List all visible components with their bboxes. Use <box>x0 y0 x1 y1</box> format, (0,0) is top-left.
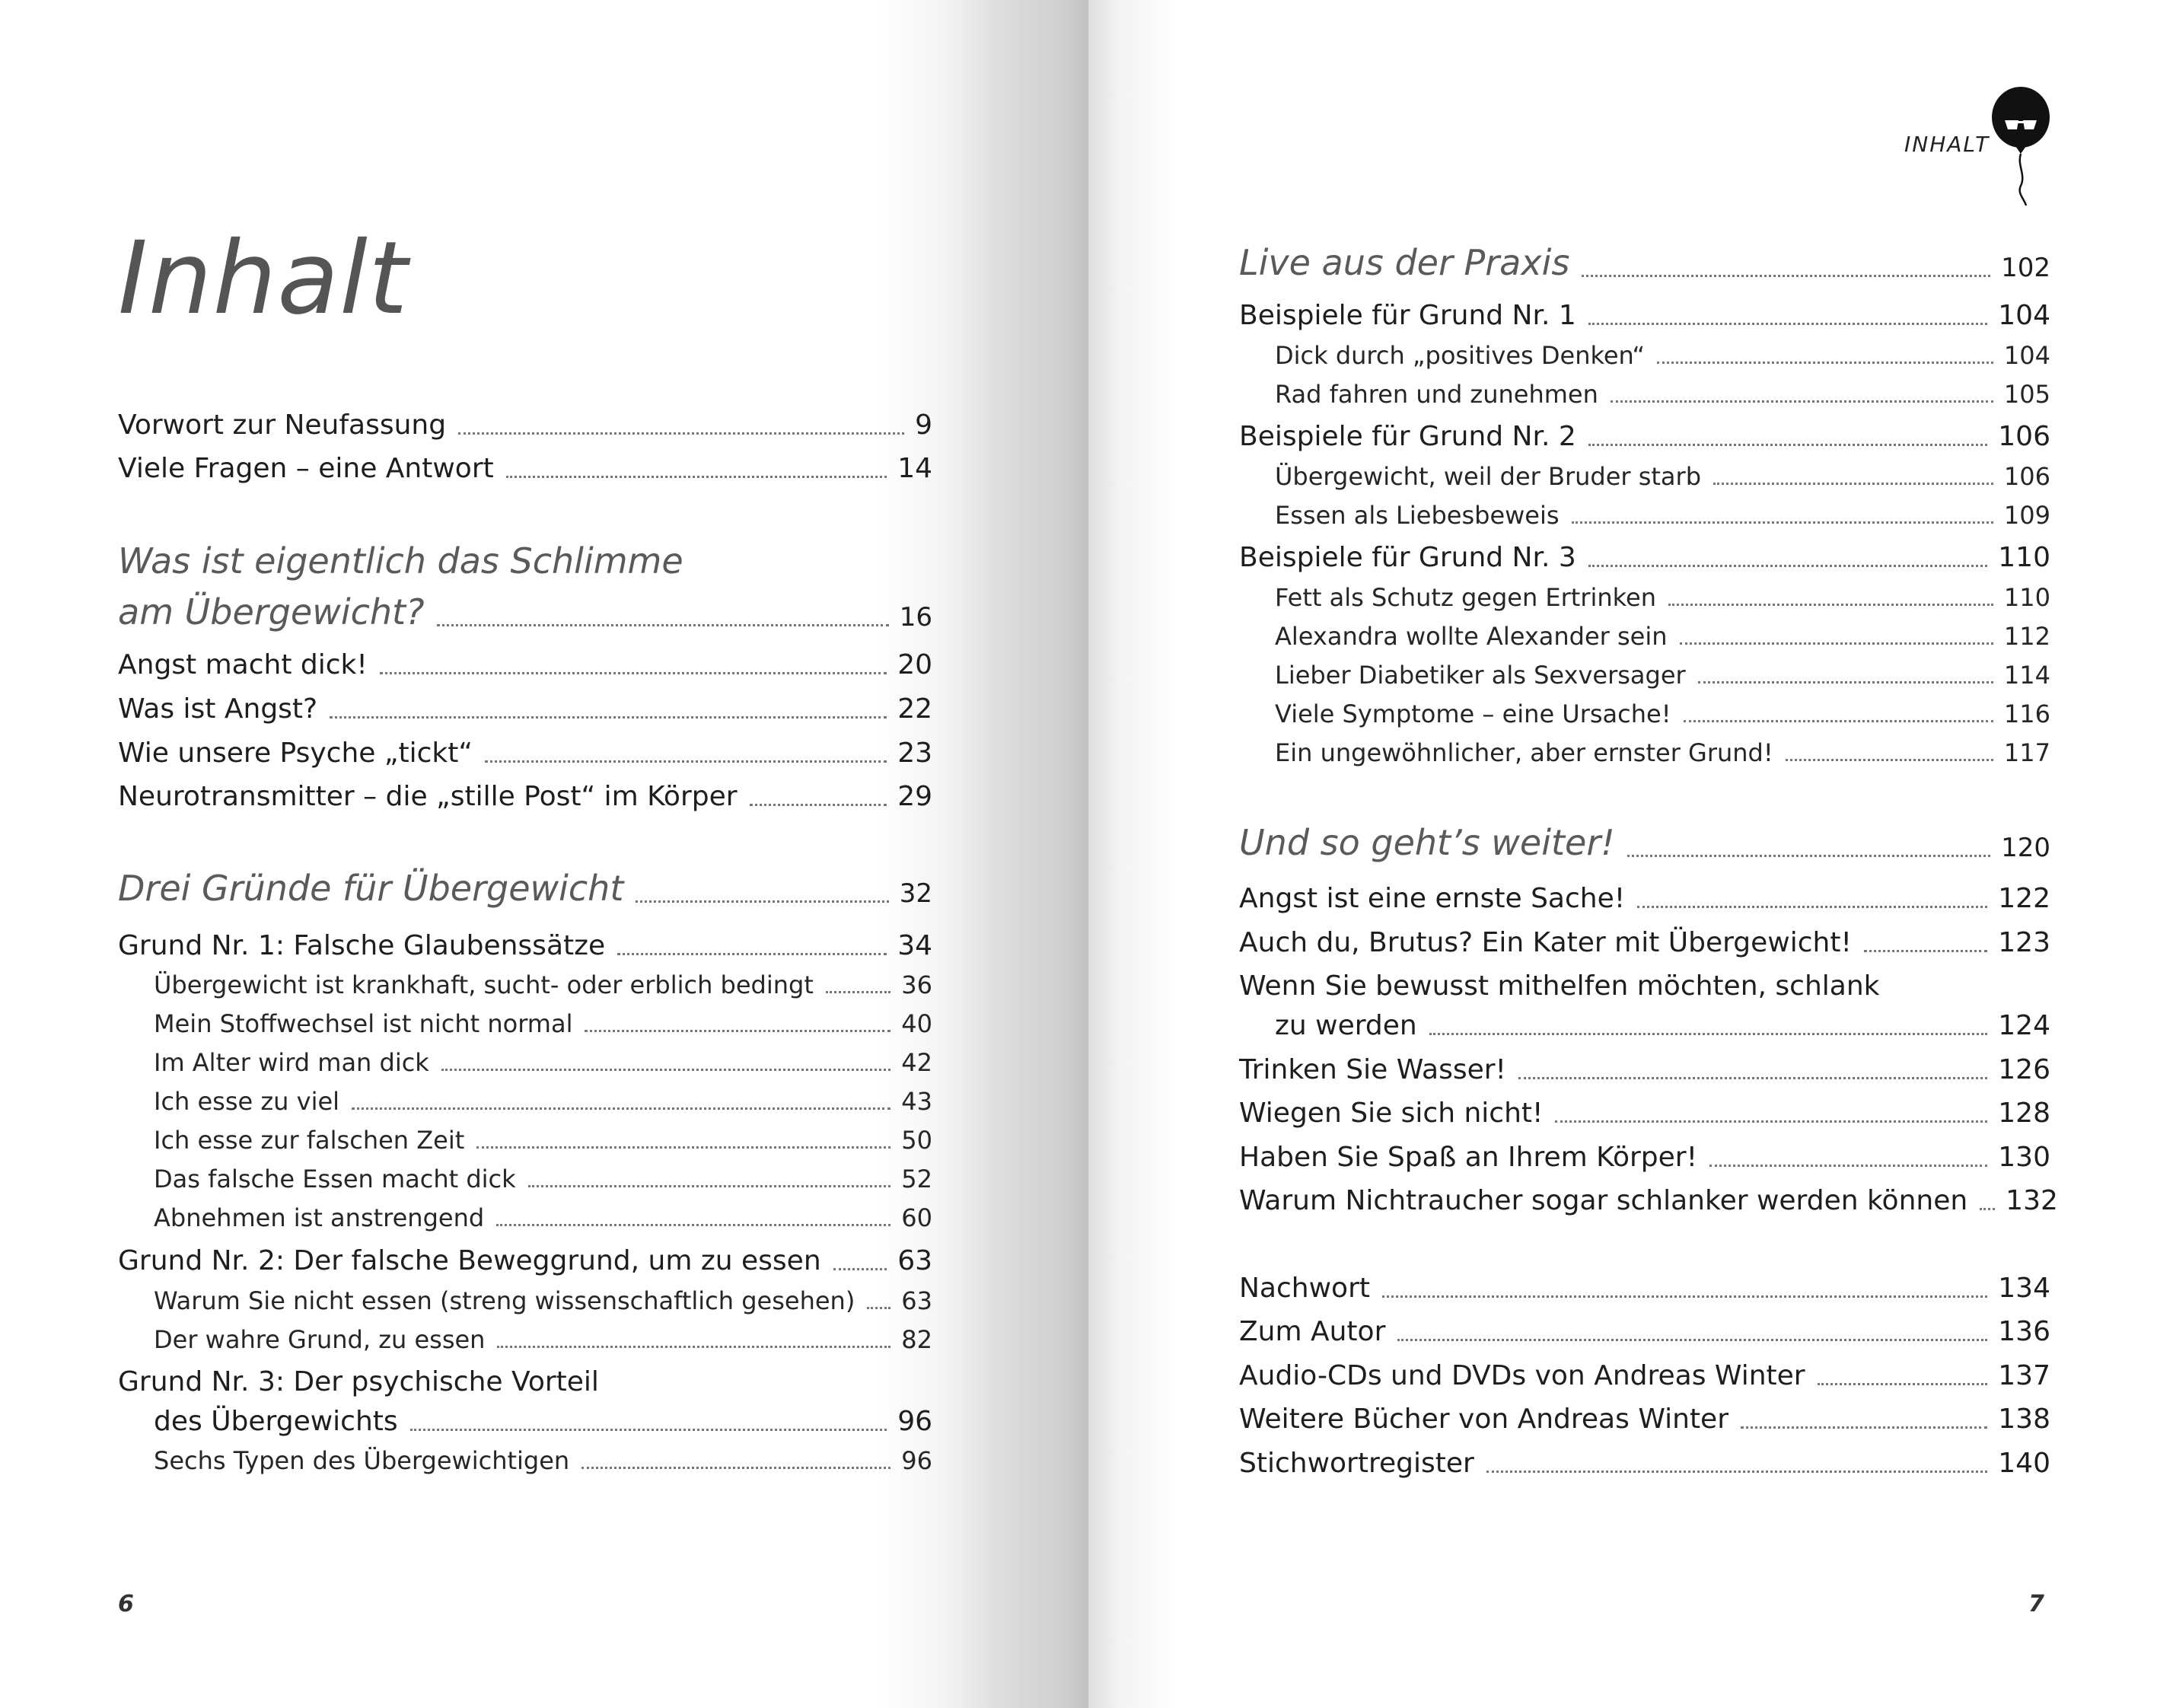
toc-entry-title: Haben Sie Spaß an Ihrem Körper! <box>1239 1142 1698 1173</box>
toc-entry-title: Dick durch „positives Denken“ <box>1275 341 1646 370</box>
toc-chapter-page: 120 <box>2001 833 2050 863</box>
running-header: INHALT <box>1904 132 1990 157</box>
dot-leader <box>1382 1295 1987 1298</box>
toc-entry-page: 124 <box>1998 1010 2050 1041</box>
dot-leader <box>1486 1471 1987 1473</box>
toc-subentry[interactable] <box>154 970 932 999</box>
chapter-title-line1: Was ist eigentlich das Schlimme <box>118 540 683 582</box>
toc-entry-page: 63 <box>901 1286 932 1315</box>
toc-entry-page: 14 <box>897 453 932 484</box>
dot-leader <box>441 1069 891 1071</box>
toc-entry-page: 20 <box>897 649 932 680</box>
dot-leader <box>585 1030 891 1032</box>
toc-entry-title: Grund Nr. 2: Der falsche Beweggrund, um zu essen <box>118 1245 821 1276</box>
dot-leader <box>833 1268 887 1270</box>
toc-entry-title: Der wahre Grund, zu essen <box>154 1325 486 1354</box>
toc-entry[interactable] <box>1239 1360 2050 1391</box>
dot-leader <box>1786 759 1993 761</box>
toc-entry-title: Zum Autor <box>1239 1316 1386 1347</box>
toc-subentry[interactable] <box>1275 380 2050 409</box>
dot-leader <box>1680 642 1993 645</box>
dot-leader <box>1588 444 1988 446</box>
toc-entry-title: Stichwortregister <box>1239 1448 1474 1479</box>
dot-leader <box>1572 521 1993 524</box>
toc-entry-title: Angst ist eine ernste Sache! <box>1239 883 1626 914</box>
toc-entry-page: 106 <box>2003 462 2050 491</box>
page-number-left: 6 <box>118 1591 134 1617</box>
toc-entry[interactable] <box>1239 927 2050 958</box>
toc-entry-title: Abnehmen ist anstrengend <box>154 1203 485 1232</box>
toc-entry-page: 116 <box>2003 699 2050 728</box>
toc-entry-page: 42 <box>901 1048 932 1077</box>
toc-entry-page: 104 <box>2003 341 2050 370</box>
toc-entry-page: 123 <box>1998 927 2050 958</box>
toc-subentry[interactable] <box>154 1446 932 1475</box>
dot-leader <box>1864 950 1987 952</box>
dot-leader <box>1582 275 1990 277</box>
toc-subentry[interactable] <box>154 1165 932 1193</box>
toc-entry[interactable] <box>1239 1098 2050 1129</box>
dot-leader <box>1588 565 1988 567</box>
toc-entry[interactable] <box>1275 1010 2050 1041</box>
toc-entry-title: Übergewicht ist krankhaft, sucht- oder erblich bedingt <box>154 970 814 999</box>
toc-entry-page: 60 <box>901 1203 932 1232</box>
dot-leader <box>497 1346 891 1348</box>
toc-entry-page: 36 <box>901 970 932 999</box>
toc-entry[interactable] <box>118 738 932 769</box>
toc-entry-page: 105 <box>2003 380 2050 409</box>
toc-entry-title: Fett als Schutz gegen Ertrinken <box>1275 583 1656 612</box>
toc-entry[interactable] <box>118 930 932 961</box>
dot-leader <box>1980 1208 1995 1210</box>
toc-entry-title-line1: Grund Nr. 3: Der psychische Vorteil <box>118 1366 599 1397</box>
toc-entry-title-line1: Wenn Sie bewusst mithelfen möchten, schlank <box>1239 970 1880 1002</box>
page-title: Inhalt <box>118 220 409 337</box>
dot-leader <box>581 1467 891 1469</box>
dot-leader <box>617 953 887 955</box>
toc-entry-title: Im Alter wird man dick <box>154 1048 429 1077</box>
dot-leader <box>1684 720 1993 722</box>
toc-entry-page: 109 <box>2003 501 2050 530</box>
toc-entry-title: Trinken Sie Wasser! <box>1239 1054 1506 1085</box>
toc-subentry[interactable] <box>1275 583 2050 612</box>
toc-entry[interactable] <box>1239 1142 2050 1173</box>
toc-entry-title: Nachwort <box>1239 1273 1370 1304</box>
toc-entry-page: 117 <box>2003 738 2050 767</box>
toc-chapter-title: am Übergewicht? <box>118 591 425 633</box>
toc-entry[interactable] <box>1239 1273 2050 1304</box>
page-number-right: 7 <box>2028 1591 2044 1617</box>
toc-chapter[interactable] <box>118 591 932 633</box>
dot-leader <box>1627 855 1990 857</box>
toc-entry-title: zu werden <box>1275 1010 1417 1041</box>
toc-entry-page: 112 <box>2003 622 2050 651</box>
toc-entry-title: Audio-CDs und DVDs von Andreas Winter <box>1239 1360 1805 1391</box>
toc-entry-title: Grund Nr. 1: Falsche Glaubenssätze <box>118 930 606 961</box>
toc-entry-page: 22 <box>897 693 932 725</box>
toc-entry-title: Auch du, Brutus? Ein Kater mit Übergewicht! <box>1239 927 1852 958</box>
toc-entry-title: Warum Nichtraucher sogar schlanker werden können <box>1239 1185 1968 1216</box>
toc-subentry[interactable] <box>1275 501 2050 530</box>
toc-entry[interactable] <box>1239 1054 2050 1085</box>
dot-leader <box>506 476 887 478</box>
dot-leader <box>1713 483 1993 485</box>
toc-entry-title: Beispiele für Grund Nr. 2 <box>1239 421 1576 452</box>
dot-leader <box>1698 681 1993 684</box>
dot-leader <box>1818 1383 1988 1385</box>
toc-entry-title: Rad fahren und zunehmen <box>1275 380 1598 409</box>
toc-chapter-page: 102 <box>2001 253 2050 283</box>
toc-entry-title: Was ist Angst? <box>118 693 318 725</box>
dot-leader <box>1555 1120 1987 1123</box>
toc-subentry[interactable] <box>154 1203 932 1232</box>
dot-leader <box>867 1307 891 1309</box>
dot-leader <box>1709 1165 1987 1167</box>
toc-entry[interactable] <box>1239 300 2050 331</box>
toc-subentry[interactable] <box>1275 738 2050 767</box>
dot-leader <box>380 672 887 674</box>
toc-entry[interactable] <box>118 781 932 812</box>
toc-entry-title: Viele Fragen – eine Antwort <box>118 453 494 484</box>
dot-leader <box>1637 906 1987 908</box>
toc-entry-page: 96 <box>897 1406 932 1437</box>
toc-entry-page: 63 <box>897 1245 932 1276</box>
toc-entry-page: 126 <box>1998 1054 2050 1085</box>
dot-leader <box>485 760 887 763</box>
toc-entry-page: 132 <box>2006 1185 2058 1216</box>
toc-entry-title: Ich esse zu viel <box>154 1087 340 1116</box>
toc-entry[interactable] <box>1239 1448 2050 1479</box>
toc-chapter[interactable] <box>1239 822 2050 863</box>
toc-entry-page: 52 <box>901 1165 932 1193</box>
toc-entry-page: 130 <box>1998 1142 2050 1173</box>
toc-entry-page: 96 <box>901 1446 932 1475</box>
toc-subentry[interactable] <box>1275 341 2050 370</box>
toc-entry-title: Übergewicht, weil der Bruder starb <box>1275 462 1701 491</box>
toc-entry-title: Wie unsere Psyche „tickt“ <box>118 738 473 769</box>
dot-leader <box>636 900 888 903</box>
toc-subentry[interactable] <box>1275 661 2050 690</box>
toc-entry-page: 43 <box>901 1087 932 1116</box>
toc-chapter-title: Drei Gründe für Übergewicht <box>118 868 624 909</box>
dot-leader <box>458 432 904 435</box>
toc-entry-title: Vorwort zur Neufassung <box>118 409 447 441</box>
dot-leader <box>528 1185 891 1187</box>
toc-entry[interactable] <box>154 1406 932 1437</box>
toc-entry-page: 40 <box>901 1009 932 1038</box>
dot-leader <box>330 716 887 719</box>
dot-leader <box>476 1146 891 1149</box>
toc-entry-page: 106 <box>1998 421 2050 452</box>
toc-entry[interactable] <box>1239 1316 2050 1347</box>
toc-subentry[interactable] <box>1275 699 2050 728</box>
toc-entry-title: Sechs Typen des Übergewichtigen <box>154 1446 570 1475</box>
book-spine <box>989 0 1088 1708</box>
toc-entry-page: 140 <box>1998 1448 2050 1479</box>
balloon-mascot-icon <box>1987 85 2055 207</box>
toc-entry-page: 29 <box>897 781 932 812</box>
toc-entry-title: Lieber Diabetiker als Sexversager <box>1275 661 1686 690</box>
dot-leader <box>410 1429 887 1431</box>
toc-entry-title: Ein ungewöhnlicher, aber ernster Grund! <box>1275 738 1773 767</box>
dot-leader <box>1611 400 1993 403</box>
toc-entry-page: 128 <box>1998 1098 2050 1129</box>
toc-entry[interactable] <box>118 1245 932 1276</box>
dot-leader <box>826 991 891 993</box>
toc-entry-page: 23 <box>897 738 932 769</box>
toc-entry-title: Mein Stoffwechsel ist nicht normal <box>154 1009 573 1038</box>
toc-subentry[interactable] <box>1275 462 2050 491</box>
dot-leader <box>1429 1033 1988 1035</box>
toc-entry[interactable] <box>1239 1404 2050 1435</box>
toc-entry-title: Wiegen Sie sich nicht! <box>1239 1098 1544 1129</box>
dot-leader <box>437 624 889 626</box>
toc-entry[interactable] <box>118 649 932 680</box>
dot-leader <box>1657 362 1993 364</box>
dot-leader <box>352 1107 891 1110</box>
toc-entry-title: Weitere Bücher von Andreas Winter <box>1239 1404 1729 1435</box>
toc-chapter-page: 16 <box>899 602 932 633</box>
toc-entry-page: 138 <box>1998 1404 2050 1435</box>
toc-entry-title: Ich esse zur falschen Zeit <box>154 1126 465 1155</box>
toc-entry-title: Angst macht dick! <box>118 649 368 680</box>
toc-chapter-title: Und so geht’s weiter! <box>1239 822 1615 863</box>
toc-entry-title: Beispiele für Grund Nr. 1 <box>1239 300 1576 331</box>
toc-entry[interactable] <box>118 693 932 725</box>
toc-subentry[interactable] <box>154 1286 932 1315</box>
toc-chapter[interactable] <box>1239 242 2050 283</box>
toc-entry[interactable] <box>1239 421 2050 452</box>
toc-subentry[interactable] <box>154 1087 932 1116</box>
toc-entry-page: 134 <box>1998 1273 2050 1304</box>
toc-entry-title: Beispiele für Grund Nr. 3 <box>1239 542 1576 573</box>
toc-subentry[interactable] <box>1275 622 2050 651</box>
toc-entry-title: Das falsche Essen macht dick <box>154 1165 516 1193</box>
toc-entry-page: 110 <box>2003 583 2050 612</box>
dot-leader <box>1668 604 1993 606</box>
toc-entry-page: 82 <box>901 1325 932 1354</box>
toc-entry-page: 122 <box>1998 883 2050 914</box>
toc-subentry[interactable] <box>154 1009 932 1038</box>
toc-chapter[interactable] <box>118 868 932 909</box>
dot-leader <box>750 804 887 806</box>
toc-entry[interactable] <box>118 409 932 441</box>
toc-entry-page: 34 <box>897 930 932 961</box>
toc-entry-page: 50 <box>901 1126 932 1155</box>
toc-entry-page: 9 <box>915 409 932 441</box>
toc-entry[interactable] <box>1239 883 2050 914</box>
toc-entry-title: Alexandra wollte Alexander sein <box>1275 622 1668 651</box>
dot-leader <box>1397 1339 1987 1341</box>
toc-subentry[interactable] <box>154 1126 932 1155</box>
toc-entry-page: 114 <box>2003 661 2050 690</box>
dot-leader <box>1588 323 1988 325</box>
toc-entry-page: 104 <box>1998 300 2050 331</box>
toc-subentry[interactable] <box>154 1048 932 1077</box>
toc-chapter-page: 32 <box>899 878 932 909</box>
toc-chapter-title: Live aus der Praxis <box>1239 242 1570 283</box>
toc-entry[interactable] <box>118 453 932 484</box>
toc-entry-title: Essen als Liebesbeweis <box>1275 501 1560 530</box>
toc-subentry[interactable] <box>154 1325 932 1354</box>
dot-leader <box>496 1224 891 1226</box>
toc-entry-title: Neurotransmitter – die „stille Post“ im Körper <box>118 781 738 812</box>
toc-entry-title: des Übergewichts <box>154 1406 398 1437</box>
toc-entry-page: 137 <box>1998 1360 2050 1391</box>
toc-entry-title: Viele Symptome – eine Ursache! <box>1275 699 1671 728</box>
toc-entry-title: Warum Sie nicht essen (streng wissenschaftlich gesehen) <box>154 1286 855 1315</box>
toc-entry-page: 136 <box>1998 1316 2050 1347</box>
dot-leader <box>1518 1077 1987 1079</box>
toc-entry[interactable] <box>1239 1185 2058 1216</box>
toc-entry[interactable] <box>1239 542 2050 573</box>
dot-leader <box>1741 1426 1987 1429</box>
toc-entry-page: 110 <box>1998 542 2050 573</box>
